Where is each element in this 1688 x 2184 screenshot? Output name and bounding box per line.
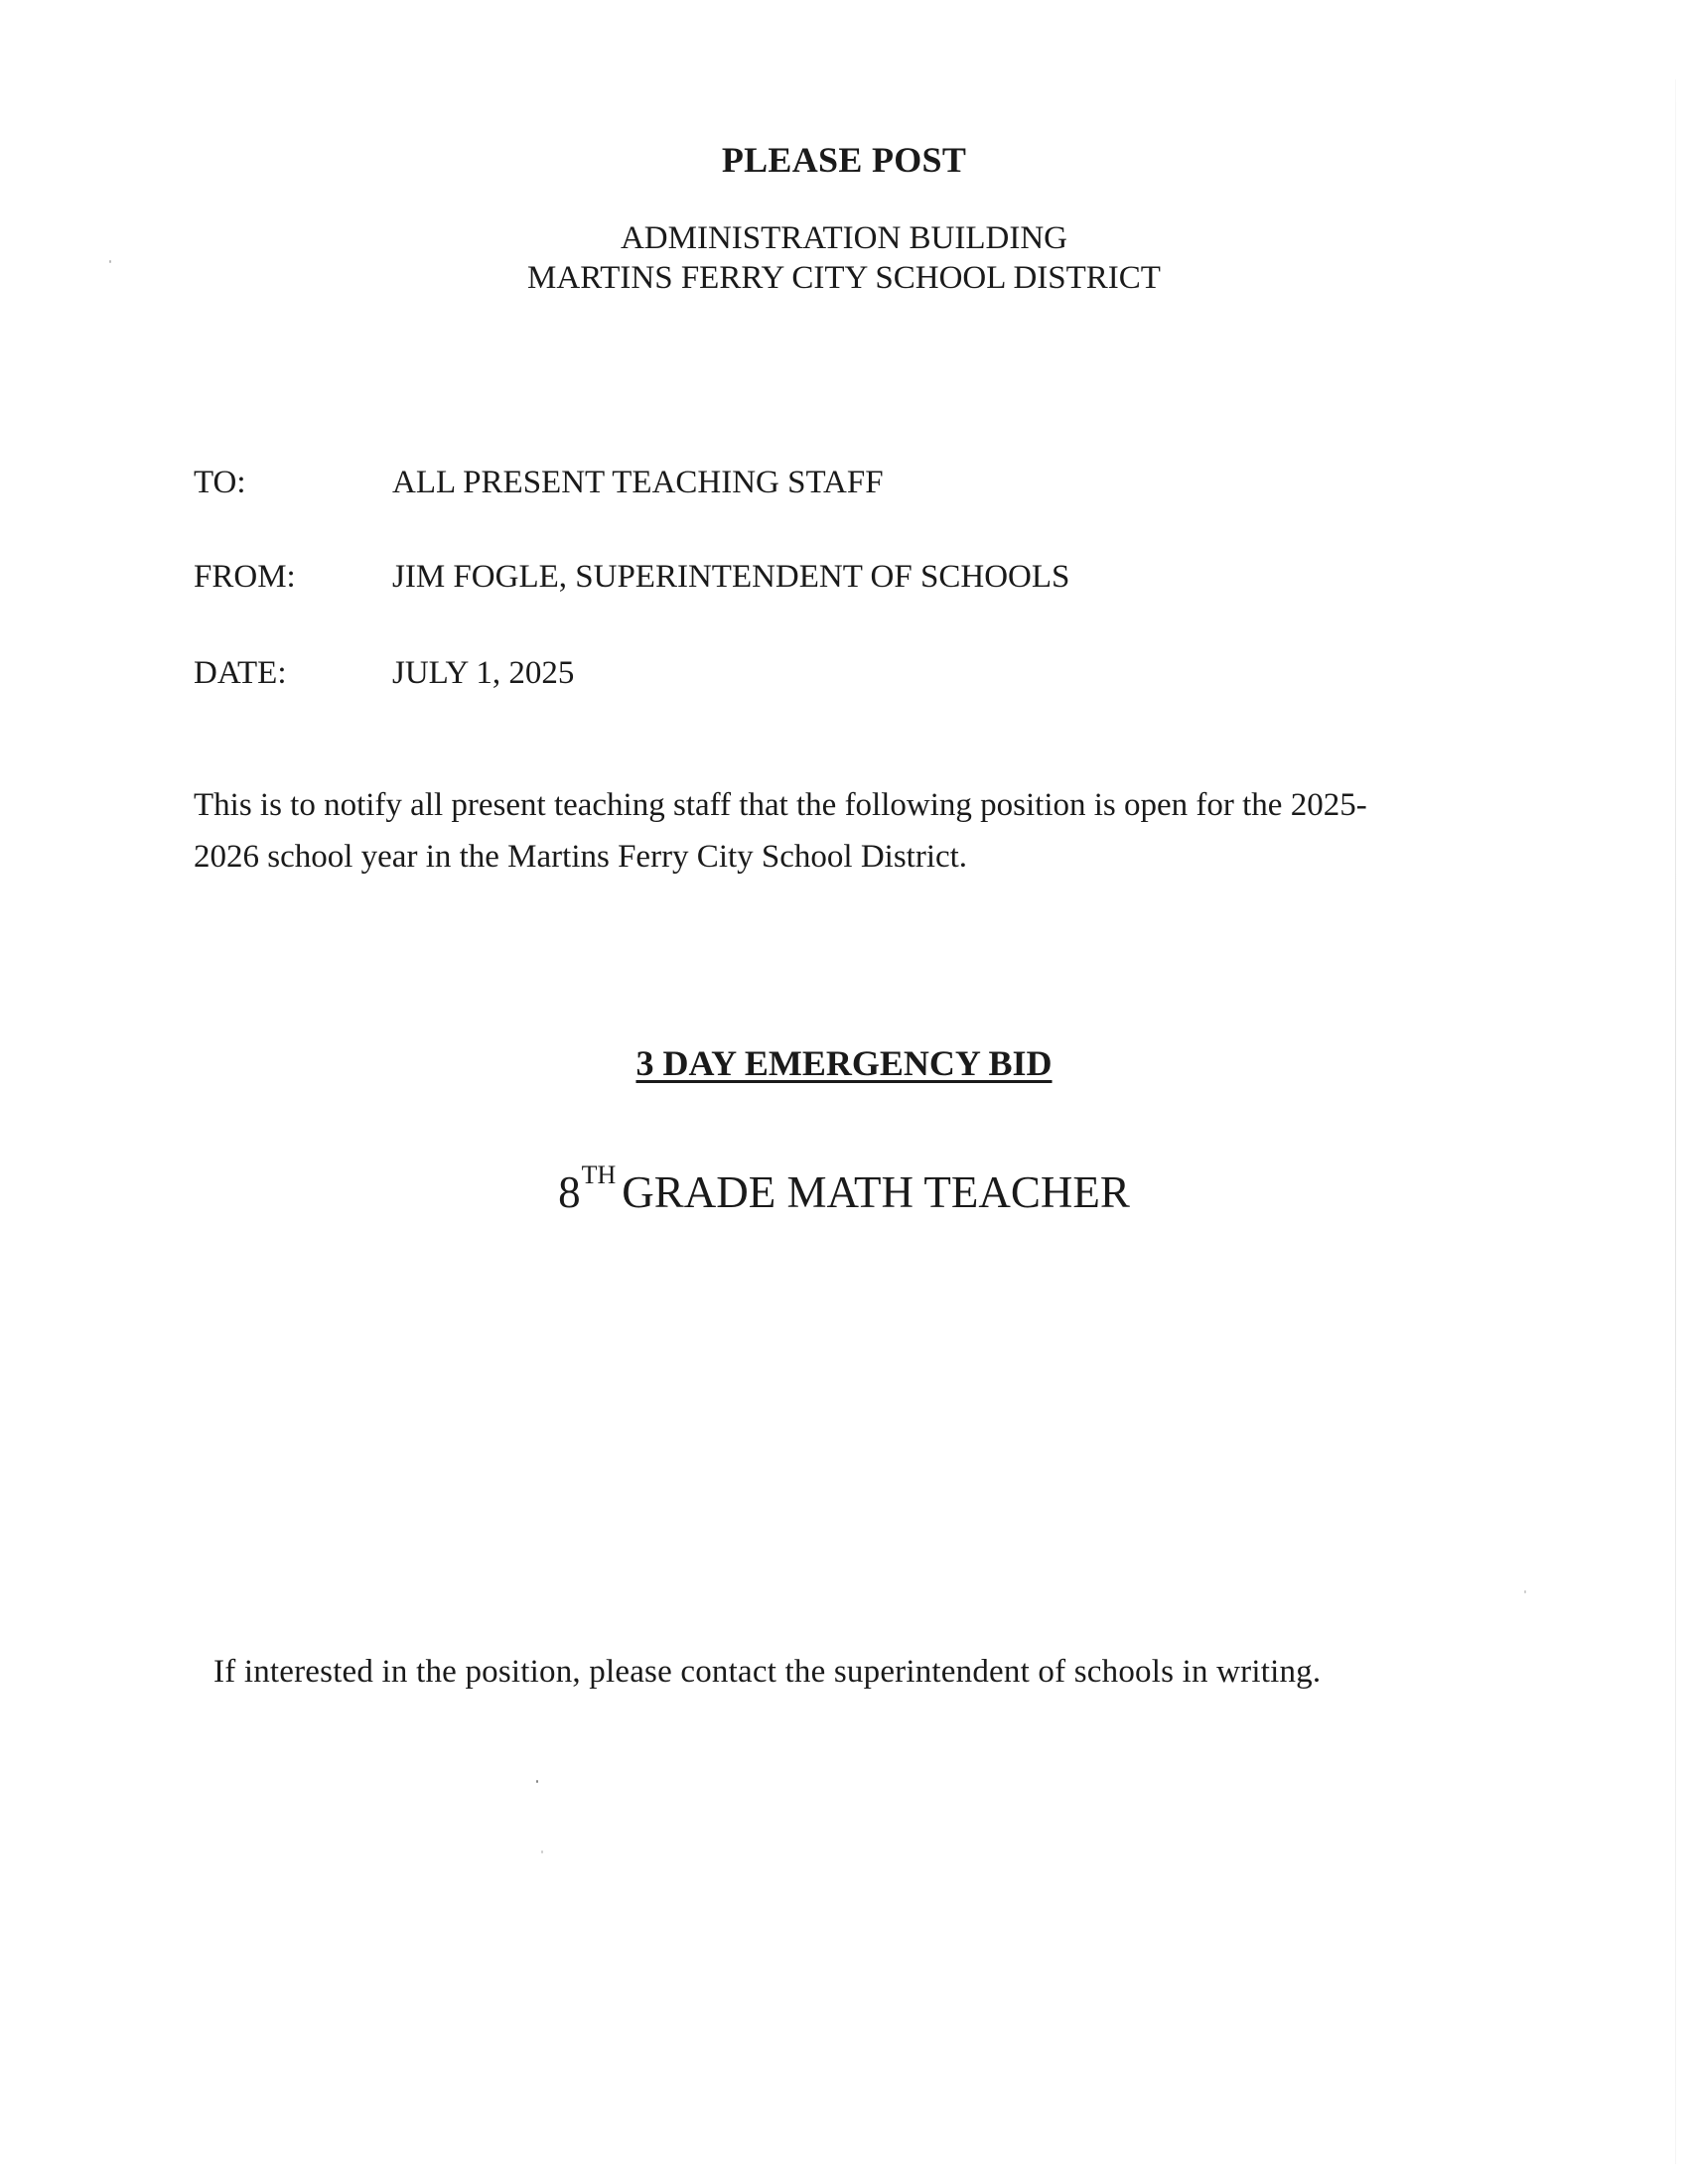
bid-title: [0, 1042, 1688, 1084]
bid-title-text: 3 DAY EMERGENCY BID: [635, 1043, 1053, 1083]
scan-edge: [1675, 79, 1676, 2164]
scan-speck: [109, 260, 111, 263]
notice-paragraph: [194, 779, 1514, 883]
memo-date-value: JULY 1, 2025: [392, 655, 575, 691]
scan-speck: [536, 1780, 538, 1783]
please-post-heading: PLEASE POST: [721, 140, 967, 180]
position-rest: GRADE MATH TEACHER: [622, 1167, 1130, 1217]
district-line: MARTINS FERRY CITY SCHOOL DISTRICT: [527, 260, 1161, 296]
building-line: ADMINISTRATION BUILDING: [620, 220, 1068, 256]
memo-from-label: FROM:: [194, 559, 296, 595]
scan-speck: [541, 1850, 543, 1853]
scan-speck: [1524, 1590, 1526, 1593]
position-title: [0, 1160, 1688, 1218]
position-suffix: TH: [581, 1160, 617, 1189]
memo-date-label: DATE:: [194, 655, 287, 691]
position-number: 8: [558, 1167, 581, 1217]
memo-to-value: ALL PRESENT TEACHING STAFF: [392, 465, 884, 500]
notice-line-1: This is to notify all present teaching staff that the following position is open for the 2025-: [194, 787, 1367, 823]
notice-line-2: 2026 school year in the Martins Ferry City School District.: [194, 839, 968, 875]
memo-from-value: JIM FOGLE, SUPERINTENDENT OF SCHOOLS: [392, 559, 1070, 595]
memo-to-label: TO:: [194, 465, 246, 500]
closing-statement: If interested in the position, please contact the superintendent of schools in writing.: [213, 1654, 1322, 1690]
